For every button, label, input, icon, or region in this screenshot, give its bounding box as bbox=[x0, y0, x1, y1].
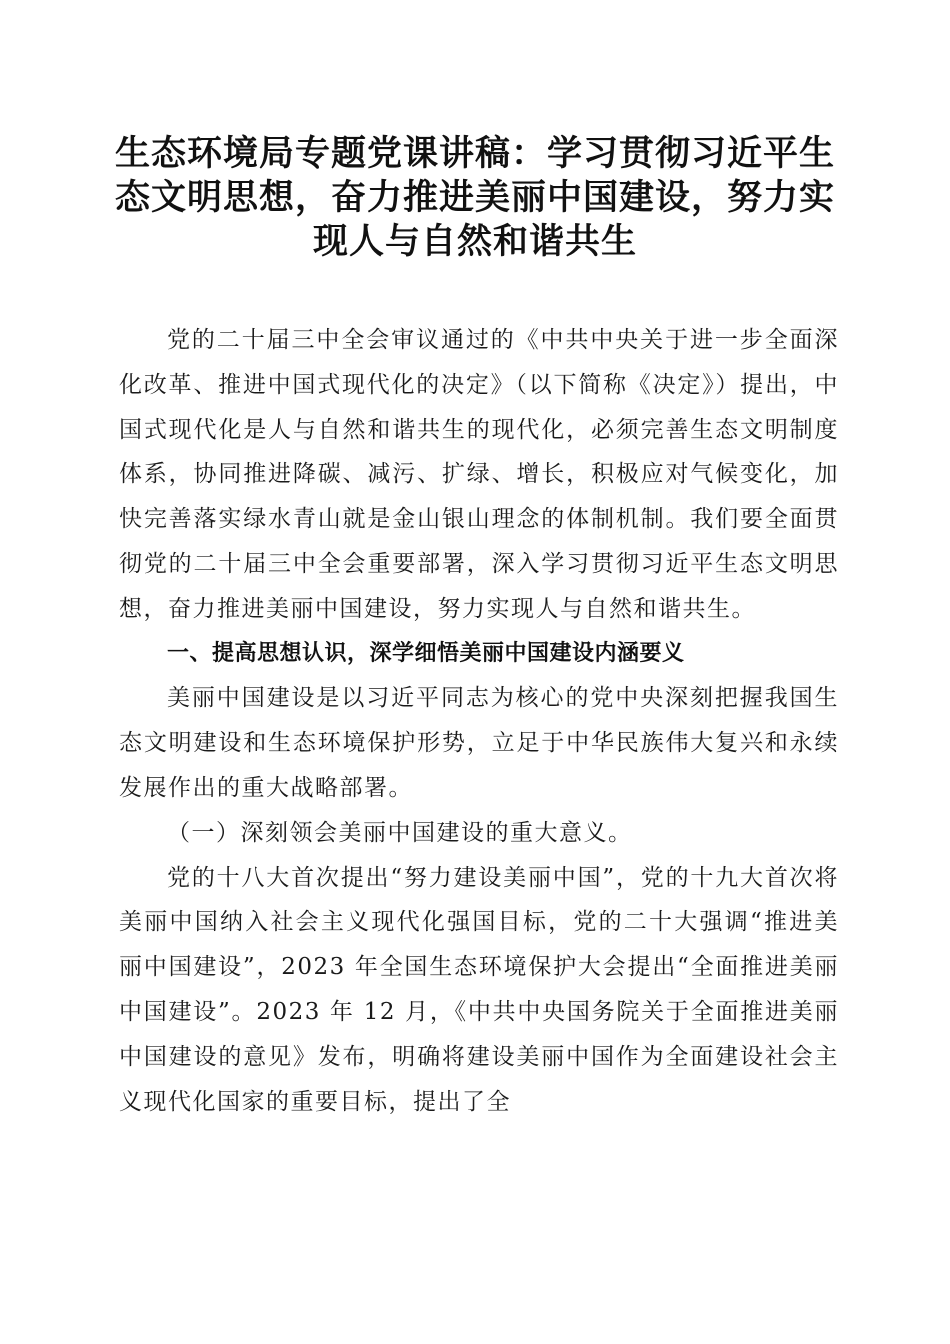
section-heading-1: 一、提高思想认识，深学细悟美丽中国建设内涵要义 bbox=[167, 640, 685, 666]
subsection-1-paragraph: 党的十八大首次提出“努力建设美丽中国”，党的十九大首次将美丽中国纳入社会主义现代化强国目标，党的二十大强调“推进美丽中国建设”，2023 年全国生态环境保护大会提出“全面推进美丽中国建设”。2023 年 12 月，《中共中央国务院关于全面推进美丽中国建设的意见》发布，明确将建设美丽中国作为全面建设社会主义现代化国家的重要目标，提出了全 bbox=[119, 864, 839, 1115]
document-body bbox=[119, 318, 839, 1124]
document-title: 生态环境局专题党课讲稿：学习贯彻习近平生态文明思想，奋力推进美丽中国建设，努力实现人与自然和谐共生 bbox=[114, 134, 835, 262]
subsection-heading-1: （一）深刻领会美丽中国建设的重大意义。 bbox=[167, 819, 633, 846]
section-1-paragraph: 美丽中国建设是以习近平同志为核心的党中央深刻把握我国生态文明建设和生态环境保护形势，立足于中华民族伟大复兴和永续发展作出的重大战略部署。 bbox=[119, 685, 839, 801]
intro-paragraph: 党的二十届三中全会审议通过的《中共中央关于进一步全面深化改革、推进中国式现代化的决定》（以下简称《决定》）提出，中国式现代化是人与自然和谐共生的现代化，必须完善生态文明制度体系，协同推进降碳、减污、扩绿、增长，积极应对气候变化，加快完善落实绿水青山就是金山银山理念的体制机制。我们要全面贯彻党的二十届三中全会重要部署，深入学习贯彻习近平生态文明思想，奋力推进美丽中国建设，努力实现人与自然和谐共生。 bbox=[119, 327, 839, 622]
